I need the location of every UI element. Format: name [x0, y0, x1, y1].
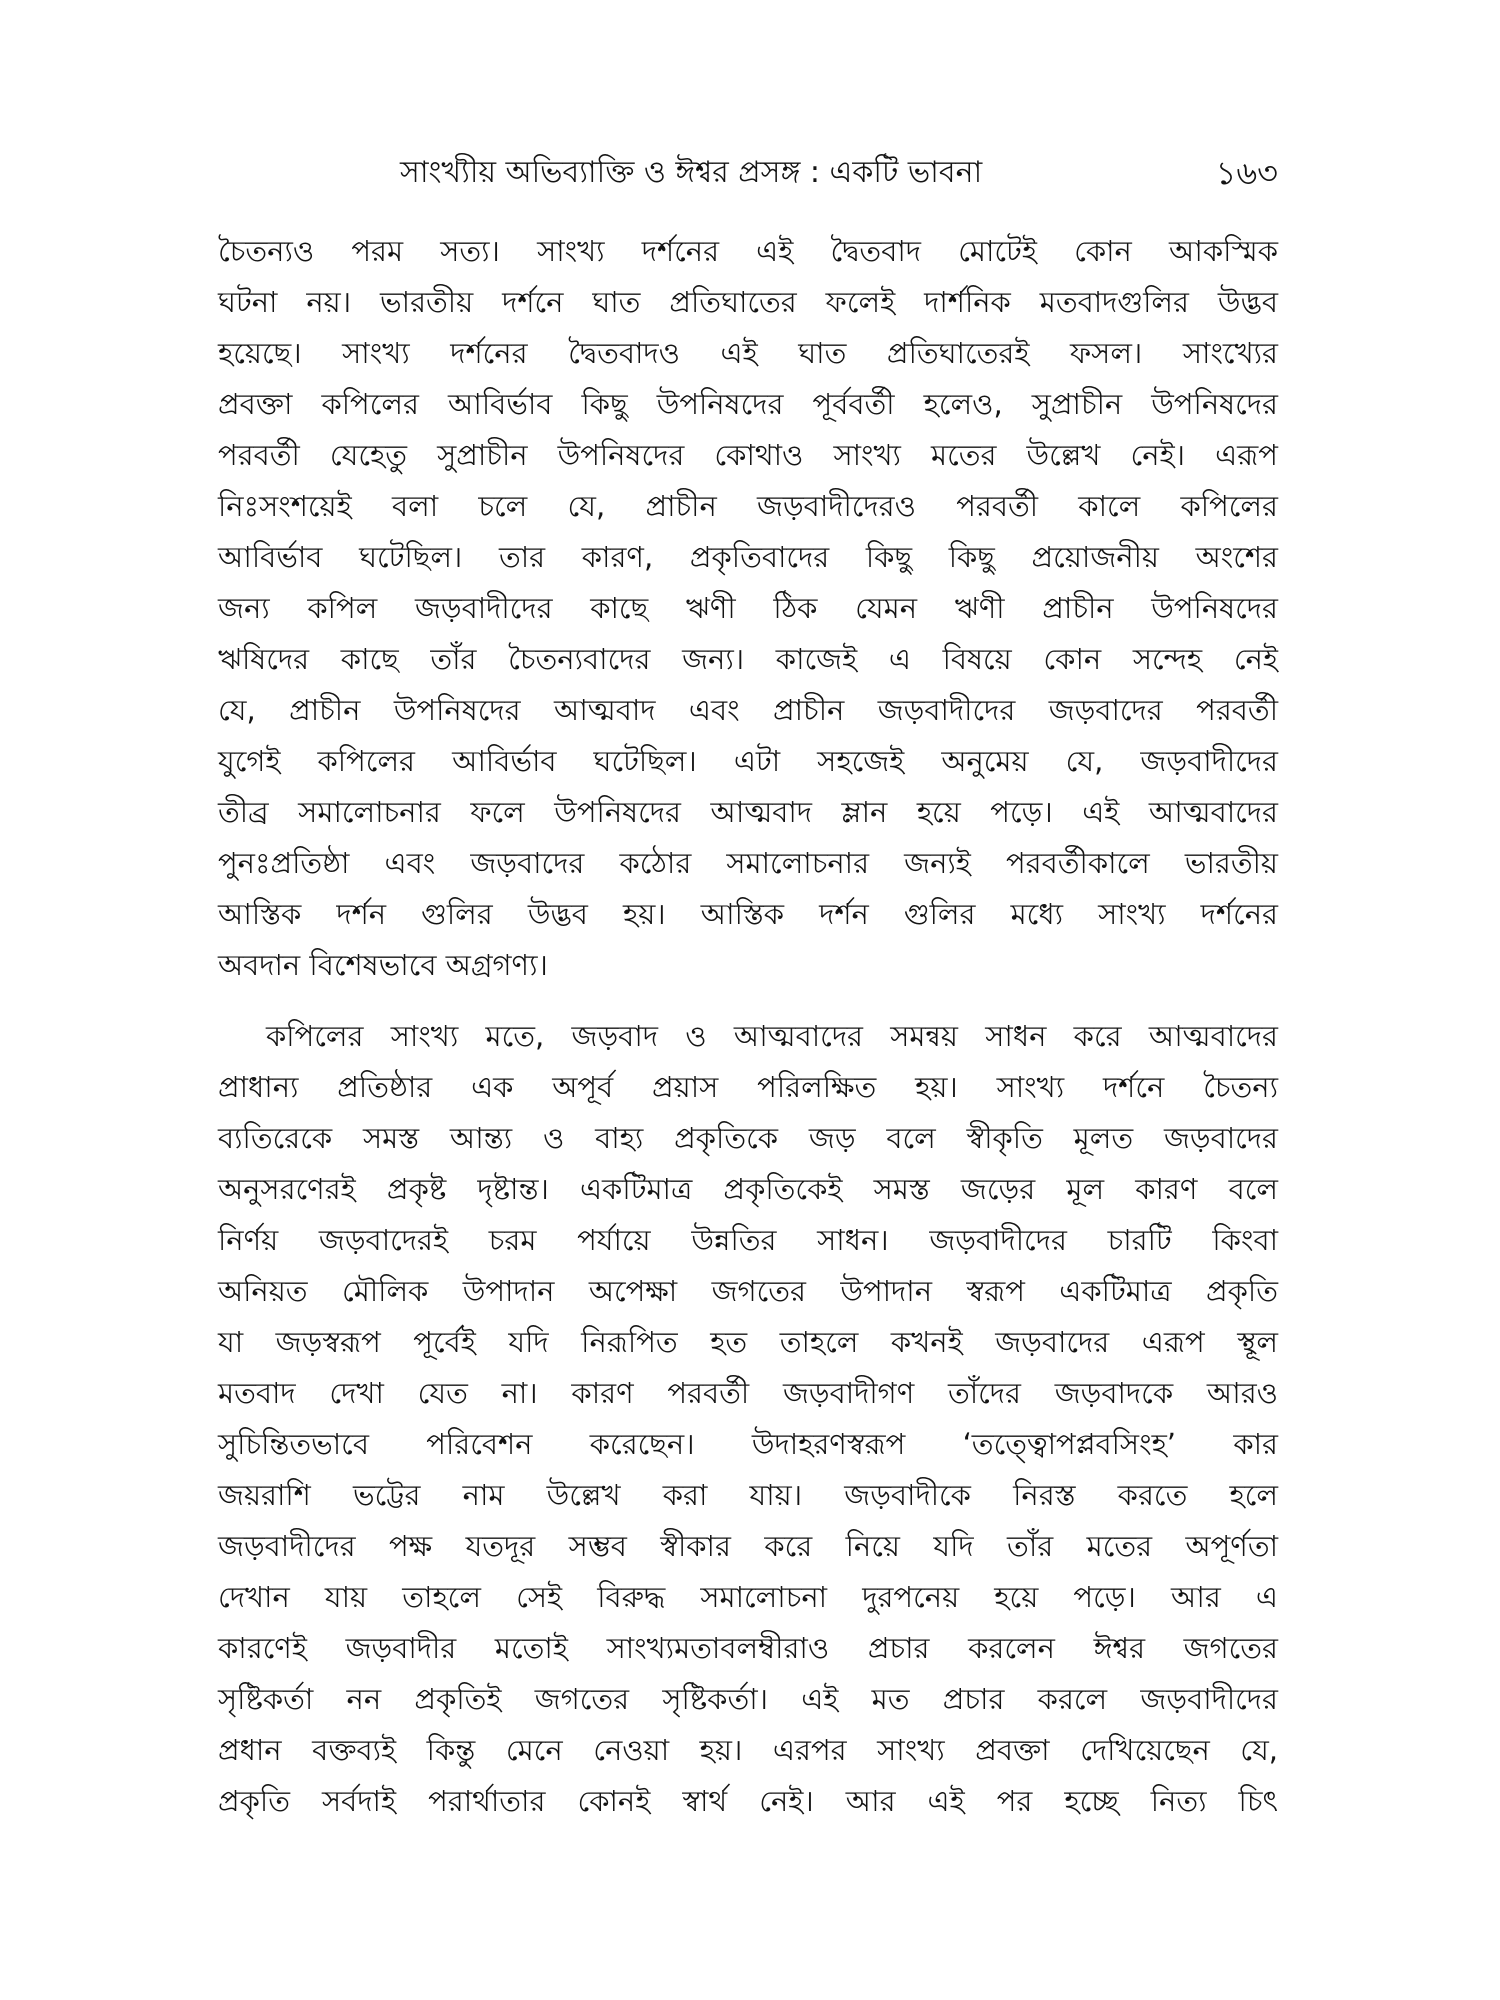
text-line: অনিয়ত মৌলিক উপাদান অপেক্ষা জগতের উপাদান স্বরূপ একটিমাত্র প্রকৃতি [218, 1274, 1278, 1308]
text-line: হয়েছে। সাংখ্য দর্শনের দ্বৈতবাদও এই ঘাত প্রতিঘাতেরই ফসল। সাংখ্যের [218, 336, 1278, 370]
text-line: জয়রাশি ভট্টের নাম উল্লেখ করা যায়। জড়বাদীকে নিরস্ত করতে হলে [218, 1478, 1278, 1512]
text-line: অনুসরণেরই প্রকৃষ্ট দৃষ্টান্ত। একটিমাত্র প্রকৃতিকেই সমস্ত জড়ের মূল কারণ বলে [218, 1172, 1278, 1206]
text-line: অবদান বিশেষভাবে অগ্রগণ্য। [218, 948, 548, 982]
text-line: দেখান যায় তাহলে সেই বিরুদ্ধ সমালোচনা দুরপনেয় হয়ে পড়ে। আর এ [218, 1580, 1278, 1614]
text-line: পুনঃপ্রতিষ্ঠা এবং জড়বাদের কঠোর সমালোচনার জন্যই পরবর্তীকালে ভারতীয় [218, 846, 1278, 880]
text-line: জড়বাদীদের পক্ষ যতদূর সম্ভব স্বীকার করে নিয়ে যদি তাঁর মতের অপূর্ণতা [218, 1529, 1278, 1563]
text-line: প্রাধান্য প্রতিষ্ঠার এক অপূর্ব প্রয়াস পরিলক্ষিত হয়। সাংখ্য দর্শনে চৈতন্য [218, 1070, 1278, 1104]
text-line: যুগেই কপিলের আবির্ভাব ঘটেছিল। এটা সহজেই অনুমেয় যে, জড়বাদীদের [218, 744, 1278, 778]
text-line: ঋষিদের কাছে তাঁর চৈতন্যবাদের জন্য। কাজেই এ বিষয়ে কোন সন্দেহ নেই [218, 642, 1278, 676]
text-line: চৈতন্যও পরম সত্য। সাংখ্য দর্শনের এই দ্বৈতবাদ মোটেই কোন আকস্মিক [218, 234, 1278, 268]
text-line: নিঃসংশয়েই বলা চলে যে, প্রাচীন জড়বাদীদেরও পরবর্তী কালে কপিলের [218, 489, 1278, 523]
text-line: প্রকৃতি সর্বদাই পরার্থাতার কোনই স্বার্থ নেই। আর এই পর হচ্ছে নিত্য চিৎ [218, 1784, 1278, 1818]
paragraph-1 [218, 226, 1278, 991]
text-line: পরবর্তী যেহেতু সুপ্রাচীন উপনিষদের কোথাও সাংখ্য মতের উল্লেখ নেই। এরূপ [218, 438, 1278, 472]
text-line: যা জড়স্বরূপ পূর্বেই যদি নিরূপিত হত তাহলে কখনই জড়বাদের এরূপ স্থূল [218, 1325, 1278, 1359]
text-line: প্রধান বক্তব্যই কিন্তু মেনে নেওয়া হয়। এরপর সাংখ্য প্রবক্তা দেখিয়েছেন যে, [218, 1733, 1278, 1767]
running-header [218, 148, 1278, 198]
text-line: সুচিন্তিতভাবে পরিবেশন করেছেন। উদাহরণস্বরূপ ‘তত্ত্বোপপ্লবসিংহ’ কার [218, 1427, 1278, 1461]
text-line: যে, প্রাচীন উপনিষদের আত্মবাদ এবং প্রাচীন জড়বাদীদের জড়বাদের পরবর্তী [218, 693, 1278, 727]
text-line: কপিলের সাংখ্য মতে, জড়বাদ ও আত্মবাদের সমন্বয় সাধন করে আত্মবাদের [266, 1019, 1278, 1053]
running-title: সাংখ্যীয় অভিব্যাক্তি ও ঈশ্বর প্রসঙ্গ : একটি ভাবনা [400, 155, 983, 190]
text-line: জন্য কপিল জড়বাদীদের কাছে ঋণী ঠিক যেমন ঋণী প্রাচীন উপনিষদের [218, 591, 1278, 625]
text-line: ঘটনা নয়। ভারতীয় দর্শনে ঘাত প্রতিঘাতের ফলেই দার্শনিক মতবাদগুলির উদ্ভব [218, 285, 1278, 319]
text-line: প্রবক্তা কপিলের আবির্ভাব কিছু উপনিষদের পূর্ববর্তী হলেও, সুপ্রাচীন উপনিষদের [218, 387, 1278, 421]
text-line: আবির্ভাব ঘটেছিল। তার কারণ, প্রকৃতিবাদের কিছু কিছু প্রয়োজনীয় অংশের [218, 540, 1278, 574]
text-line: তীব্র সমালোচনার ফলে উপনিষদের আত্মবাদ ম্লান হয়ে পড়ে। এই আত্মবাদের [218, 795, 1278, 829]
text-line: ব্যতিরেকে সমস্ত আন্ত্য ও বাহ্য প্রকৃতিকে জড় বলে স্বীকৃতি মূলত জড়বাদের [218, 1121, 1278, 1155]
page-number: ১৬৩ [1215, 154, 1278, 192]
text-line: মতবাদ দেখা যেত না। কারণ পরবর্তী জড়বাদীগণ তাঁদের জড়বাদকে আরও [218, 1376, 1278, 1410]
text-line: আস্তিক দর্শন গুলির উদ্ভব হয়। আস্তিক দর্শন গুলির মধ্যে সাংখ্য দর্শনের [218, 897, 1278, 931]
text-line: নির্ণয় জড়বাদেরই চরম পর্যায়ে উন্নতির সাধন। জড়বাদীদের চারটি কিংবা [218, 1223, 1278, 1257]
body-text [218, 226, 1278, 1827]
text-line: কারণেই জড়বাদীর মতোই সাংখ্যমতাবলম্বীরাও প্রচার করলেন ঈশ্বর জগতের [218, 1631, 1278, 1665]
text-line: সৃষ্টিকর্তা নন প্রকৃতিই জগতের সৃষ্টিকর্তা। এই মত প্রচার করলে জড়বাদীদের [218, 1682, 1278, 1716]
paragraph-2 [218, 1011, 1278, 1827]
